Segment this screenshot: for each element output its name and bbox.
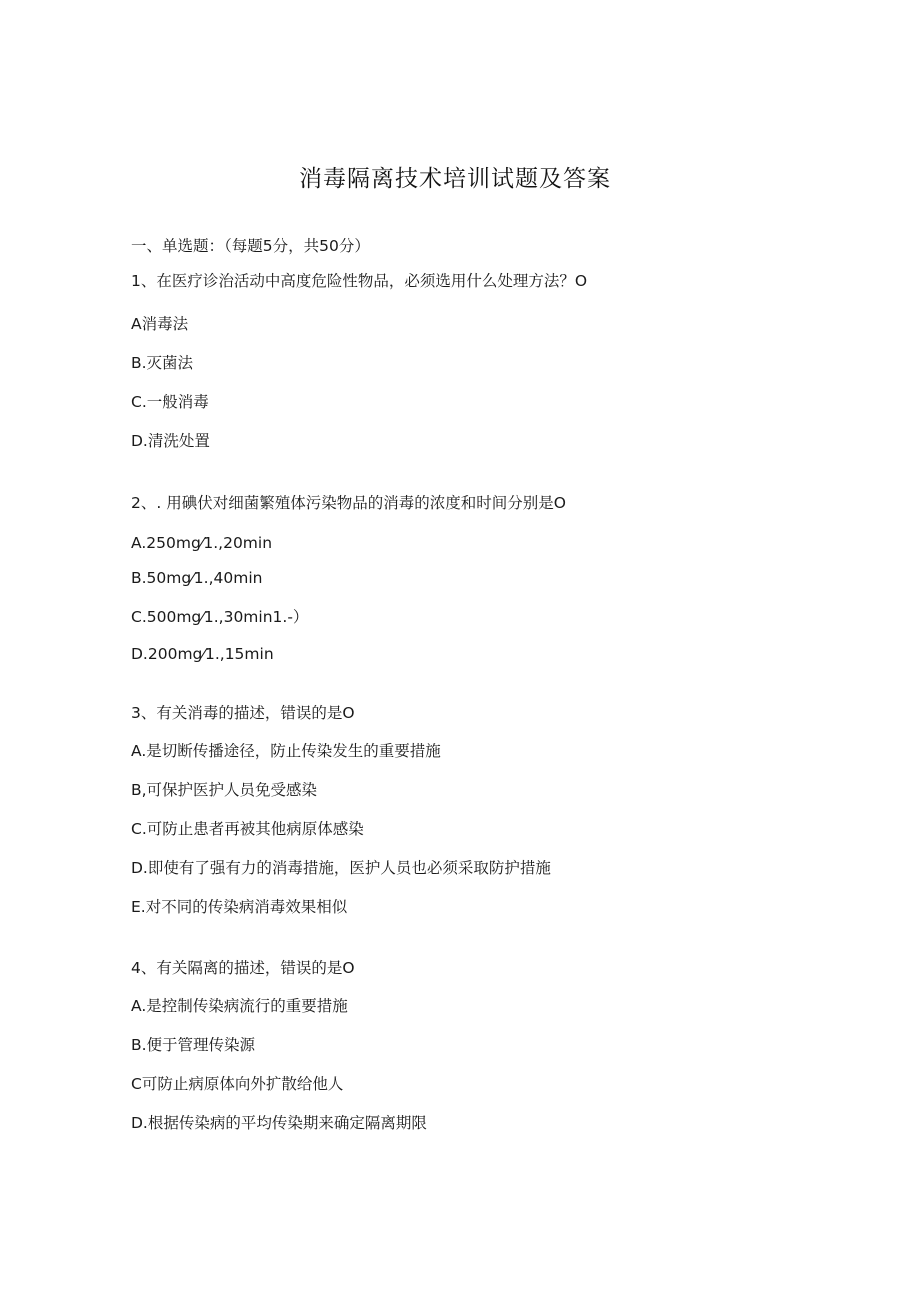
question-2-option-b: B.50mg⁄1.,40min [131,569,263,587]
question-4-option-c: C可防止病原体向外扩散给他人 [131,1075,344,1093]
question-2-option-c: C.500mg⁄1.,30min1.-） [131,608,309,626]
question-3-option-b: B,可保护医护人员免受感染 [131,781,318,799]
question-1-stem: 1、在医疗诊治活动中高度危险性物品，必须选用什么处理方法？O [131,272,588,290]
question-4-option-b: B.便于管理传染源 [131,1036,256,1054]
question-1-option-c: C.一般消毒 [131,393,209,411]
question-3-option-c: C.可防止患者再被其他病原体感染 [131,820,364,838]
question-1-option-b: B.灭菌法 [131,354,194,372]
question-1-option-a: A消毒法 [131,315,189,333]
page-title: 消毒隔离技术培训试题及答案 [299,166,611,192]
question-3-option-d: D.即使有了强有力的消毒措施，医护人员也必须采取防护措施 [131,859,551,877]
section-heading: 一、单选题：（每题5分，共50分） [131,237,370,255]
question-2-stem: 2、. 用碘伏对细菌繁殖体污染物品的消毒的浓度和时间分别是O [131,494,566,512]
question-2-option-a: A.250mg⁄1.,20min [131,534,273,552]
question-1-option-d: D.清洗处置 [131,432,210,450]
question-4-option-a: A.是控制传染病流行的重要措施 [131,997,348,1015]
question-4-stem: 4、有关隔离的描述，错误的是O [131,959,355,977]
question-4-option-d: D.根据传染病的平均传染期来确定隔离期限 [131,1114,427,1132]
question-3-option-e: E.对不同的传染病消毒效果相似 [131,898,348,916]
question-3-stem: 3、有关消毒的描述，错误的是O [131,704,355,722]
question-2-option-d: D.200mg⁄1.,15min [131,645,274,663]
question-3-option-a: A.是切断传播途径，防止传染发生的重要措施 [131,742,441,760]
